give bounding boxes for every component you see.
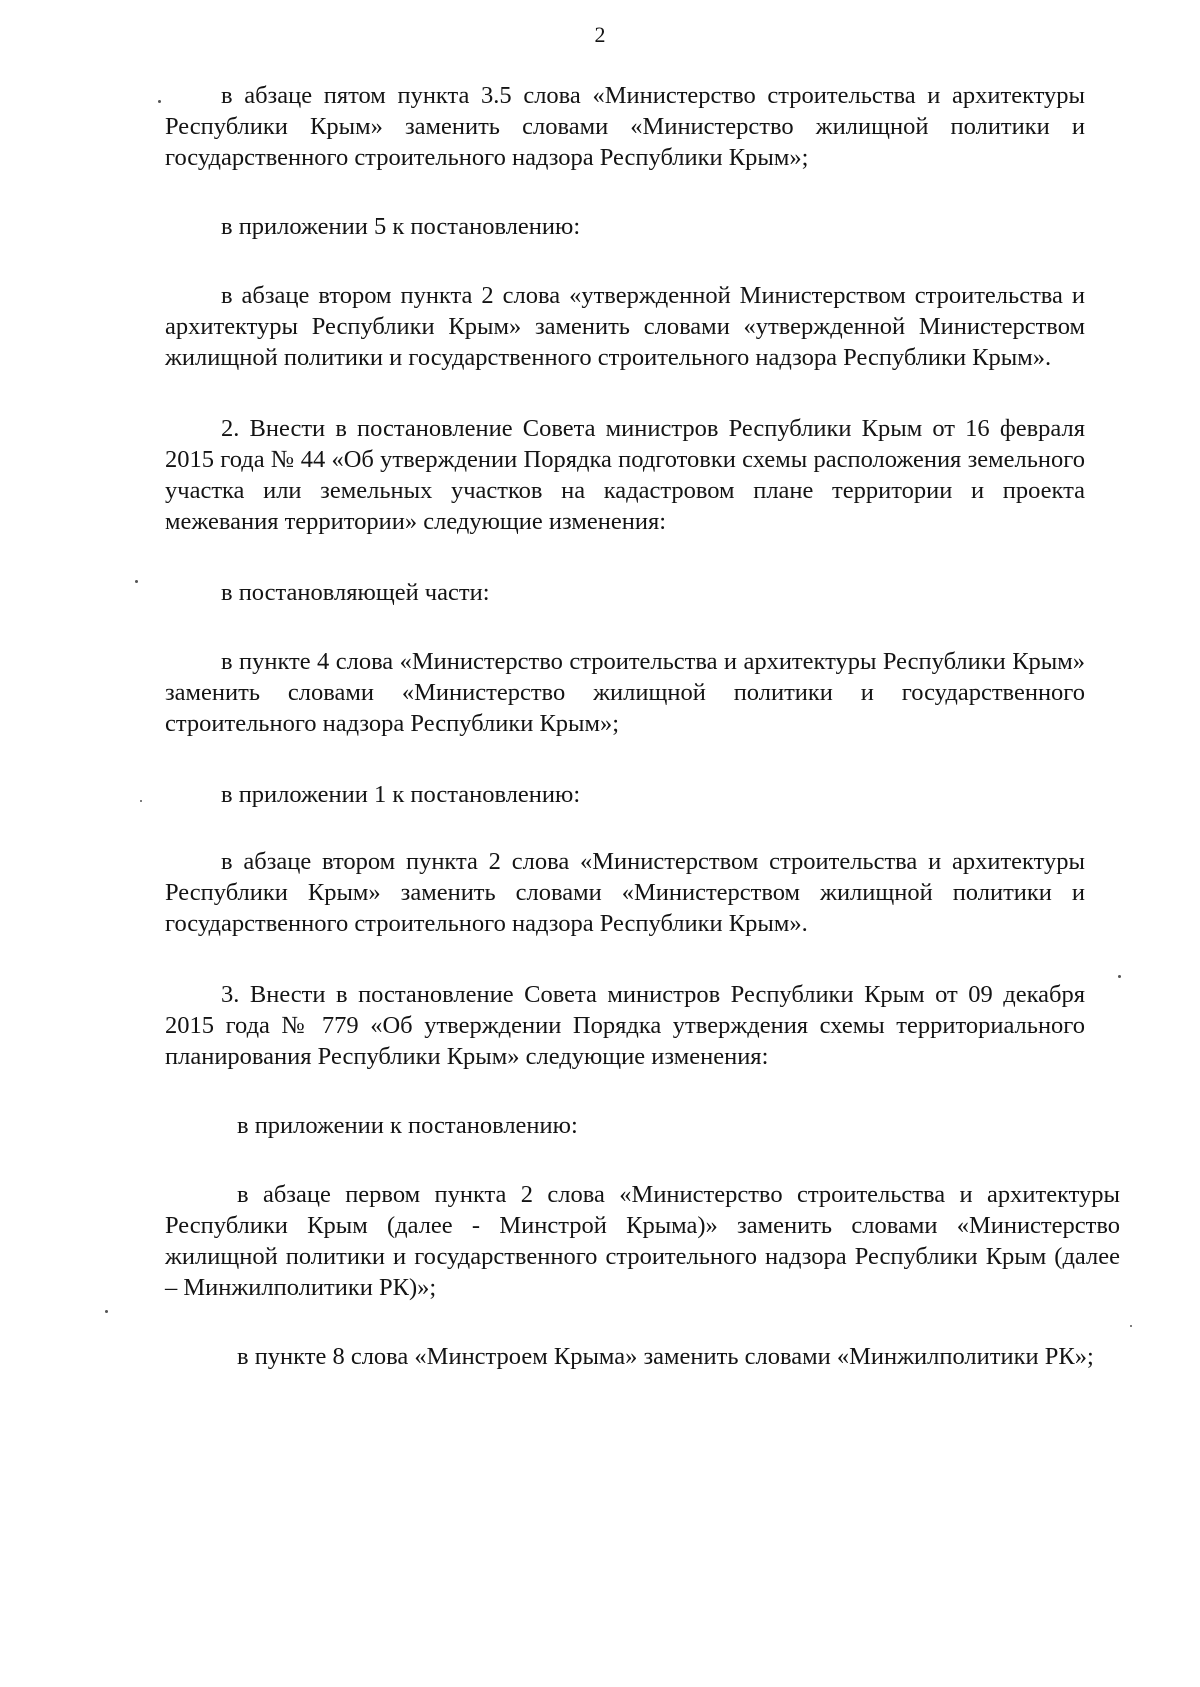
paragraph-4: 2. Внести в постановление Совета министров Республики Крым от 16 февраля 2015 года № 44 «Об утверждении Порядка подготовки схемы расположения земельного участка или земельных участков на кадастровом плане территории и проекта межевания территории» следующие изменения:: [165, 415, 1085, 535]
paragraph-5: в постановляющей части:: [221, 579, 490, 606]
paragraph-3: в абзаце втором пункта 2 слова «утвержденной Министерством строительства и архитектуры Республики Крым» заменить словами «утвержденной Министерством жилищной политики и государственного строительного надзора Республики Крым».: [165, 282, 1085, 371]
paragraph-6: в пункте 4 слова «Министерство строительства и архитектуры Республики Крым» заменить словами «Министерство жилищной политики и государственного строительного надзора Республики Крым»;: [165, 648, 1085, 737]
paragraph-11: в абзаце первом пункта 2 слова «Министерство строительства и архитектуры Республики Крым (далее - Минстрой Крыма)» заменить словами «Министерство жилищной политики и государственного строительного надзора Республики Крым (далее – Минжилполитики РК)»;: [165, 1181, 1120, 1301]
paragraph-1: в абзаце пятом пункта 3.5 слова «Министерство строительства и архитектуры Республики Крым» заменить словами «Министерство жилищной политики и государственного строительного надзора Республики Крым»;: [165, 82, 1085, 171]
scan-speck: [158, 100, 161, 103]
paragraph-9: 3. Внести в постановление Совета министров Республики Крым от 09 декабря 2015 года № 779 «Об утверждении Порядка утверждения схемы территориального планирования Республики Крым» следующие изменения:: [165, 981, 1085, 1070]
document-body: [165, 80, 1120, 1372]
scan-speck: [1130, 1325, 1132, 1327]
paragraph-8: в абзаце втором пункта 2 слова «Министерством строительства и архитектуры Республики Крым» заменить словами «Министерством жилищной политики и государственного строительного надзора Республики Крым».: [165, 848, 1085, 937]
paragraph-2: в приложении 5 к постановлению:: [221, 213, 581, 240]
paragraph-10: в приложении к постановлению:: [237, 1112, 578, 1139]
scan-speck: [140, 800, 142, 802]
paragraph-12: в пункте 8 слова «Минстроем Крыма» заменить словами «Минжилполитики РК»;: [237, 1343, 1094, 1370]
paragraph-7: в приложении 1 к постановлению:: [221, 781, 581, 808]
page-number: 2: [594, 22, 606, 47]
scan-speck: [135, 580, 138, 583]
scan-speck: [105, 1310, 108, 1313]
scan-speck: [1118, 975, 1121, 978]
